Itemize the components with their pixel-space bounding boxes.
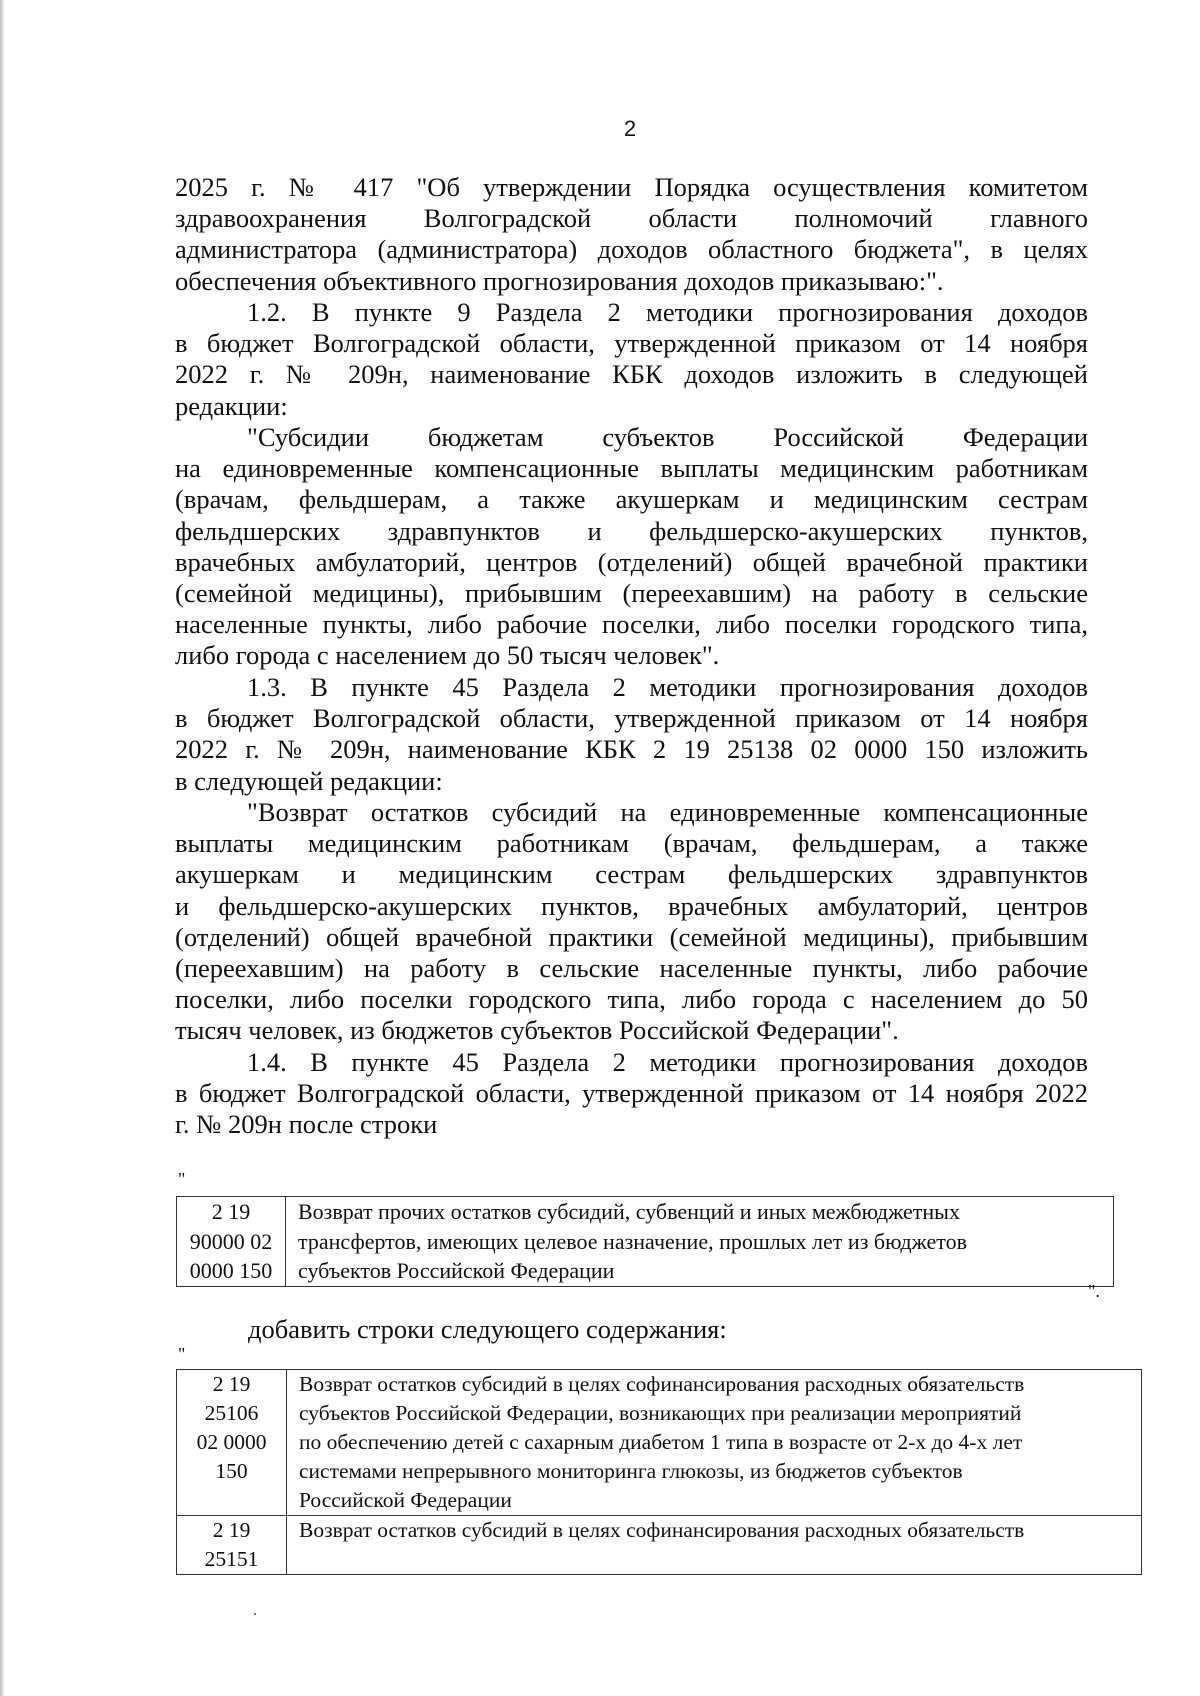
add-rows-line: добавить строки следующего содержания: <box>248 1314 727 1344</box>
paragraph-1-2 <box>175 297 1088 422</box>
text-line: (семейной медицины), прибывшим (переехавшим) на работу в сельские <box>175 577 1088 608</box>
kbk-description-line: Возврат остатков субсидий в целях софинансирования расходных обязательств <box>299 1372 1025 1396</box>
text-line: г. № 209н после строки <box>175 1109 438 1140</box>
kbk-description-line: субъектов Российской Федерации <box>298 1258 615 1283</box>
text-line: "Возврат остатков субсидий на единовременные компенсационные <box>247 797 1088 827</box>
text-line: на единовременные компенсационные выплаты медицинским работникам <box>175 453 1088 484</box>
kbk-code-cell <box>177 1370 287 1516</box>
text-line: (врачам, фельдшерам, а также акушеркам и медицинским сестрам <box>175 484 1088 515</box>
quote-1-2 <box>175 422 1088 672</box>
text-line: и фельдшерско-акушерских пунктов, врачебных амбулаторий, центров <box>175 890 1088 921</box>
text-line: (переехавшим) на работу в сельские населенные пункты, либо рабочие <box>175 952 1088 983</box>
text-line: поселки, либо поселки городского типа, либо города с населением до 50 <box>175 984 1088 1015</box>
kbk-code-line: 150 <box>215 1459 248 1483</box>
kbk-code-line: 25151 <box>204 1547 259 1571</box>
text-line: редакции: <box>175 390 288 421</box>
text-line: тысяч человек, из бюджетов субъектов Российской Федерации". <box>175 1015 899 1046</box>
text-line: (отделений) общей врачебной практики (семейной медицины), прибывшим <box>175 921 1088 952</box>
kbk-code-cell <box>177 1516 287 1575</box>
text-line: в бюджет Волгоградской области, утвержденной приказом от 14 ноября <box>175 703 1088 734</box>
opening-quote-mark: " <box>178 1344 186 1364</box>
page-number: 2 <box>623 116 637 141</box>
text-line: акушеркам и медицинским сестрам фельдшерских здравпунктов <box>175 859 1088 890</box>
table-row <box>177 1197 1114 1287</box>
kbk-code-line: 2 19 <box>212 1518 251 1542</box>
paragraph-1-4 <box>175 1047 1088 1141</box>
text-line: 2022 г. № 209н, наименование КБК 2 19 25138 02 0000 150 изложить <box>175 734 1088 765</box>
intro-paragraph <box>175 172 1088 297</box>
kbk-existing-table <box>176 1196 1114 1287</box>
kbk-code-line: 0000 150 <box>189 1258 273 1283</box>
kbk-description-cell <box>286 1197 1114 1287</box>
text-line: 2025 г. № 417 "Об утверждении Порядка осуществления комитетом <box>175 172 1088 202</box>
text-line: выплаты медицинским работникам (врачам, фельдшерам, а также <box>175 828 1088 859</box>
table-row <box>177 1370 1142 1516</box>
kbk-description-cell <box>287 1370 1142 1516</box>
kbk-description-line: Возврат остатков субсидий в целях софинансирования расходных обязательств <box>299 1518 1025 1542</box>
text-line: 1.2. В пункте 9 Раздела 2 методики прогнозирования доходов <box>247 297 1088 327</box>
text-line: администратора (администратора) доходов областного бюджета", в целях <box>175 234 1088 265</box>
kbk-description-line: Возврат прочих остатков субсидий, субвенций и иных межбюджетных <box>298 1199 960 1224</box>
opening-quote-mark: " <box>178 1169 186 1189</box>
text-line: 1.4. В пункте 45 Раздела 2 методики прогнозирования доходов <box>247 1047 1088 1077</box>
kbk-code-line: 02 0000 <box>196 1430 267 1454</box>
text-line: в бюджет Волгоградской области, утвержденной приказом от 14 ноября <box>175 328 1088 359</box>
text-line: в бюджет Волгоградской области, утвержденной приказом от 14 ноября 2022 <box>175 1078 1088 1109</box>
paragraph-1-3 <box>175 672 1088 797</box>
kbk-description-line: по обеспечению детей с сахарным диабетом 1 типа в возрасте от 2-х до 4-х лет <box>299 1430 1023 1454</box>
text-line: 2022 г. № 209н, наименование КБК доходов изложить в следующей <box>175 359 1088 390</box>
scan-edge <box>0 0 5 1696</box>
text-line: либо города с населением до 50 тысяч человек". <box>175 640 720 671</box>
kbk-description-line: Российской Федерации <box>299 1488 512 1512</box>
quote-1-3 <box>175 797 1088 1047</box>
kbk-code-line: 2 19 <box>211 1199 251 1224</box>
kbk-code-cell <box>177 1197 286 1287</box>
text-line: здравоохранения Волгоградской области полномочий главного <box>175 203 1088 234</box>
text-line: обеспечения объективного прогнозирования доходов приказываю:". <box>175 265 944 296</box>
kbk-new-table <box>176 1369 1142 1575</box>
closing-quote-mark: ". <box>1088 1281 1100 1301</box>
table-row <box>177 1516 1142 1575</box>
kbk-description-line: трансфертов, имеющих целевое назначение, прошлых лет из бюджетов <box>298 1228 967 1254</box>
kbk-description-cell <box>287 1516 1142 1575</box>
text-line: населенные пункты, либо рабочие поселки, либо поселки городского типа, <box>175 609 1088 640</box>
text-line: "Субсидии бюджетам субъектов Российской Федерации <box>247 422 1088 452</box>
kbk-description-line: системами непрерывного мониторинга глюкозы, из бюджетов субъектов <box>299 1459 963 1483</box>
text-line: в следующей редакции: <box>175 765 443 796</box>
text-line: фельдшерских здравпунктов и фельдшерско-акушерских пунктов, <box>175 515 1088 546</box>
text-line: 1.3. В пункте 45 Раздела 2 методики прогнозирования доходов <box>247 672 1088 702</box>
kbk-description-line: субъектов Российской Федерации, возникающих при реализации мероприятий <box>299 1401 1022 1425</box>
scan-speck <box>254 1613 256 1615</box>
text-line: врачебных амбулаторий, центров (отделений) общей врачебной практики <box>175 546 1088 577</box>
kbk-code-line: 25106 <box>204 1401 259 1425</box>
kbk-code-line: 90000 02 <box>189 1228 273 1254</box>
kbk-code-line: 2 19 <box>212 1372 251 1396</box>
